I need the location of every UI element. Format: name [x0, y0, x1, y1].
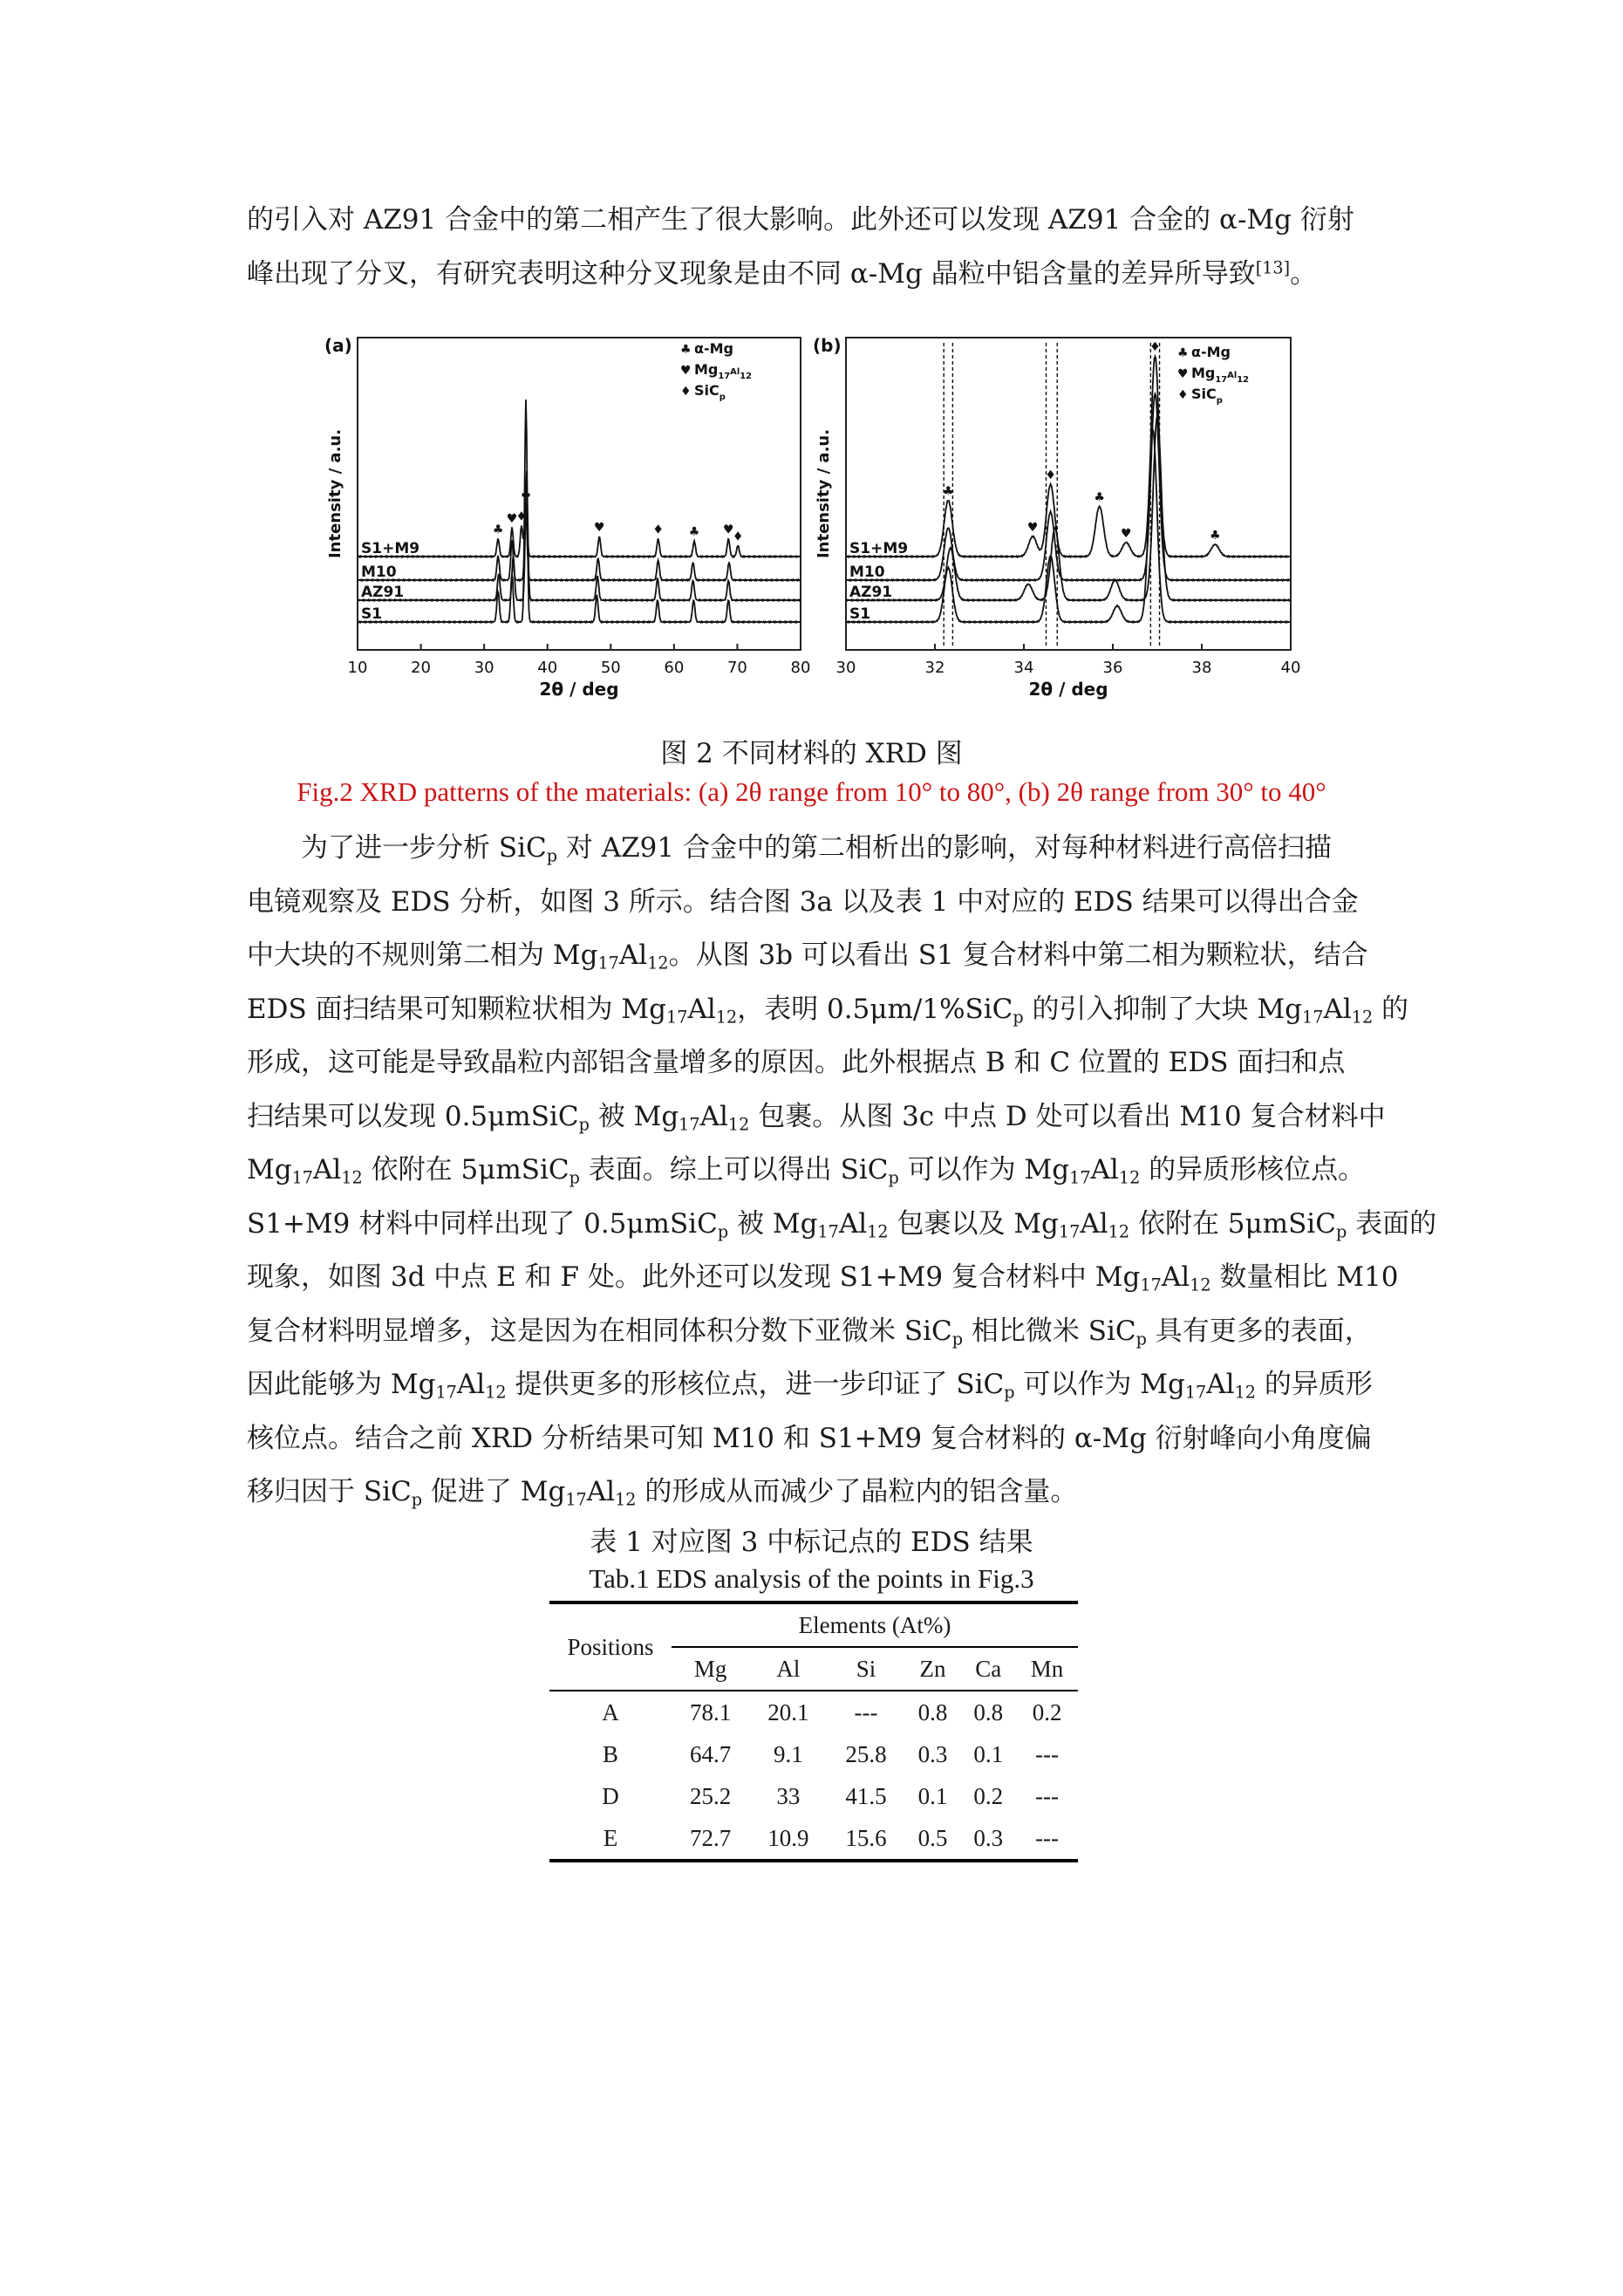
series-line [846, 394, 1291, 581]
elements-header: Elements (At%) [672, 1602, 1078, 1647]
alpha-mg-marker: ♣ [1177, 346, 1189, 360]
x-tick-label: 40 [537, 659, 558, 677]
table-cell: 41.5 [845, 1782, 887, 1809]
alpha-mg-marker: ♣ [680, 343, 692, 357]
citation-ref[interactable]: [13] [1255, 256, 1291, 277]
table-cell: 20.1 [767, 1698, 809, 1725]
x-tick-label: 30 [835, 659, 856, 677]
xrd-panel-b [811, 327, 1308, 702]
phase-marker: ♣ [1210, 529, 1221, 543]
legend-alpha-mg: α-Mg [1191, 344, 1231, 360]
series-label: S1 [361, 605, 383, 623]
col-header: Mg [672, 1647, 749, 1691]
series-line [846, 430, 1291, 623]
phase-marker: ♦ [515, 509, 528, 524]
table-row [549, 1691, 1078, 1733]
legend-sicp: SiC$_p$ [694, 382, 726, 402]
table-cell: 15.6 [827, 1817, 904, 1861]
table-cell: 0.8 [973, 1698, 1004, 1725]
phase-marker: ♣ [492, 523, 504, 537]
body-line-10: 复合材料明显增多，这是因为在相同体积分数下亚微米 SiC$_p$ 相比微米 SiC$_p$ 具有更多的表面， [247, 1315, 1372, 1349]
legend-sicp: SiC$_p$ [1191, 386, 1223, 406]
x-tick-label: 40 [1280, 659, 1301, 677]
legend-mg17al12: $Mg_{17}^{Al}_{12}$ [1191, 365, 1250, 385]
phase-marker: ♥ [722, 523, 734, 537]
legend-mg17al12: $Mg_{17}^{Al}_{12}$ [694, 361, 753, 381]
phase-marker: ♣ [1094, 490, 1105, 505]
col-header: Si [827, 1647, 904, 1691]
legend-alpha-mg: α-Mg [694, 340, 734, 357]
table-row [549, 1817, 1078, 1861]
table-cell: 9.1 [773, 1740, 803, 1767]
series-label: S1+M9 [361, 540, 420, 557]
x-tick-label: 60 [664, 659, 685, 677]
xrd-panel-a [323, 327, 820, 702]
row-position: D [602, 1782, 619, 1809]
x-axis-label: 2θ / deg [1028, 679, 1108, 700]
y-axis-label: Intensity / a.u. [815, 428, 833, 559]
series-label: M10 [849, 564, 885, 581]
x-tick-label: 32 [924, 659, 945, 677]
table-row [549, 1775, 1078, 1817]
body-line-6: 扫结果可以发现 0.5μmSiC$_p$ 被 $Mg_{17}Al_{12}$ 包裹。从图 3c 中点 D 处可以看出 M10 复合材料中 [247, 1100, 1386, 1134]
table-cell: --- [854, 1698, 878, 1725]
series-label: M10 [361, 564, 397, 581]
table-cell: 0.3 [960, 1817, 1016, 1861]
mg17al12-marker: ♥ [680, 364, 692, 378]
figure-caption-cn: 图 2 不同材料的 XRD 图 [660, 738, 963, 769]
series-line [358, 511, 801, 581]
table-cell: 78.1 [689, 1698, 732, 1725]
table-cell: 0.8 [917, 1698, 948, 1725]
series-line [358, 400, 801, 622]
table-cell: 0.2 [973, 1782, 1004, 1809]
x-tick-label: 20 [411, 659, 432, 677]
series-line [846, 357, 1291, 557]
table-cell: 25.8 [845, 1740, 887, 1767]
series-label: AZ91 [849, 584, 893, 601]
sic-marker: ♦ [1177, 388, 1189, 402]
row-position: E [549, 1817, 672, 1861]
col-header: Mn [1016, 1647, 1078, 1691]
eds-table [549, 1601, 1078, 1862]
table-cell: 0.2 [1032, 1698, 1062, 1725]
body-line-13: 移归因于 SiC$_p$ 促进了 $Mg_{17}Al_{12}$ 的形成从而减少了晶粒内的铝含量。 [247, 1476, 1078, 1510]
x-tick-label: 70 [726, 659, 747, 677]
body-line-3: 中大块的不规则第二相为 $Mg_{17}Al_{12}$。从图 3b 可以看出 S1 复合材料中第二相为颗粒状，结合 [247, 940, 1368, 974]
intro-line-2: 峰出现了分叉，有研究表明这种分叉现象是由不同 α-Mg 晶粒中铝含量的差异所导致[13]。 [247, 256, 1318, 290]
plot-frame [358, 338, 801, 650]
body-line-9: 现象，如图 3d 中点 E 和 F 处。此外还可以发现 S1+M9 复合材料中 $Mg_{17}Al_{12}$ 数量相比 M10 [247, 1261, 1399, 1295]
table-cell: 25.2 [689, 1782, 732, 1809]
x-tick-label: 30 [474, 659, 494, 677]
phase-marker: ♥ [506, 511, 518, 526]
phase-marker: ♥ [1121, 526, 1132, 541]
phase-marker: ♦ [1149, 340, 1161, 354]
table-caption-en: Tab.1 EDS analysis of the points in Fig.3 [589, 1563, 1034, 1594]
col-header: Ca [960, 1647, 1016, 1691]
body-line-8: S1+M9 材料中同样出现了 0.5μmSiC$_p$ 被 $Mg_{17}Al_{12}$ 包裹以及 $Mg_{17}Al_{12}$ 依附在 5μmSiC$_p$ 表面的 [247, 1207, 1437, 1241]
series-label: S1+M9 [849, 540, 909, 557]
table-caption-cn: 表 1 对应图 3 中标记点的 EDS 结果 [590, 1527, 1033, 1558]
intro-line-1: 的引入对 AZ91 合金中的第二相产生了很大影响。此外还可以发现 AZ91 合金的 α-Mg 衍射 [247, 204, 1354, 236]
body-line-5: 形成，这可能是导致晶粒内部铝含量增多的原因。此外根据点 B 和 C 位置的 EDS 面扫和点 [247, 1047, 1346, 1078]
row-position: A [602, 1698, 619, 1725]
body-line-11: 因此能够为 $Mg_{17}Al_{12}$ 提供更多的形核位点，进一步印证了 SiC$_p$ 可以作为 $Mg_{17}Al_{12}$ 的异质形 [247, 1369, 1373, 1403]
figure-caption-en: Fig.2 XRD patterns of the materials: (a) 2θ range from 10° to 80°, (b) 2θ range from 30° to 40° [297, 776, 1326, 807]
intro-paragraph [247, 194, 1385, 301]
table-cell: 64.7 [689, 1740, 732, 1767]
table-cell: 72.7 [672, 1817, 749, 1861]
body-line-4: EDS 面扫结果可知颗粒状相为 $Mg_{17}Al_{12}$，表明 0.5μm/1%SiC$_p$ 的引入抑制了大块 $Mg_{17}Al_{12}$ 的 [247, 993, 1409, 1027]
mg17al12-marker: ♥ [1177, 367, 1189, 381]
x-tick-label: 38 [1191, 659, 1212, 677]
x-tick-label: 80 [790, 659, 811, 677]
series-label: S1 [849, 605, 871, 623]
phase-marker: ♣ [943, 484, 954, 499]
table-row [549, 1733, 1078, 1775]
phase-marker: ♣ [688, 525, 700, 540]
table-cell: 0.1 [917, 1782, 948, 1809]
body-line-7: $Mg_{17}Al_{12}$ 依附在 5μmSiC$_p$ 表面。综上可以得出 SiC$_p$ 可以作为 $Mg_{17}Al_{12}$ 的异质形核位点。 [247, 1154, 1366, 1188]
table-cell: 0.1 [973, 1740, 1004, 1767]
series-line [846, 415, 1291, 601]
body-line-2: 电镜观察及 EDS 分析，如图 3 所示。结合图 3a 以及表 1 中对应的 EDS 结果可以得出合金 [247, 885, 1359, 918]
table-cell: 0.5 [905, 1817, 961, 1861]
table-cell: --- [1016, 1817, 1078, 1861]
x-tick-label: 50 [600, 659, 621, 677]
table-cell: 33 [776, 1782, 801, 1809]
series-label: AZ91 [361, 584, 405, 601]
phase-marker: ♣ [520, 487, 532, 502]
positions-header: Positions [549, 1602, 672, 1691]
phase-marker: ♦ [732, 530, 744, 544]
table-cell: --- [1035, 1782, 1060, 1809]
panel-label: (b) [813, 335, 842, 356]
body-paragraph [247, 822, 1437, 1520]
x-tick-label: 34 [1013, 659, 1034, 677]
y-axis-label: Intensity / a.u. [326, 428, 344, 559]
phase-marker: ♥ [593, 521, 605, 536]
phase-marker: ♥ [1026, 521, 1039, 535]
table-cell: 0.3 [917, 1740, 948, 1767]
x-tick-label: 36 [1102, 659, 1123, 677]
x-axis-label: 2θ / deg [539, 679, 619, 700]
col-header: Zn [905, 1647, 961, 1691]
xrd-figure [323, 327, 1308, 702]
panel-label: (a) [324, 335, 352, 356]
phase-marker: ♦ [652, 523, 664, 537]
table-cell: 10.9 [749, 1817, 827, 1861]
phase-marker: ♦ [1045, 468, 1056, 483]
col-header: Al [749, 1647, 827, 1691]
body-line-1: 为了进一步分析 SiC$_p$ 对 AZ91 合金中的第二相析出的影响，对每种材料进行高倍扫描 [301, 832, 1332, 866]
body-line-12: 核位点。结合之前 XRD 分析结果可知 M10 和 S1+M9 复合材料的 α-Mg 衍射峰向小角度偏 [247, 1422, 1372, 1454]
table-cell: --- [1035, 1740, 1060, 1767]
x-tick-label: 10 [347, 659, 368, 677]
sic-marker: ♦ [680, 385, 692, 399]
row-position: B [602, 1740, 618, 1767]
